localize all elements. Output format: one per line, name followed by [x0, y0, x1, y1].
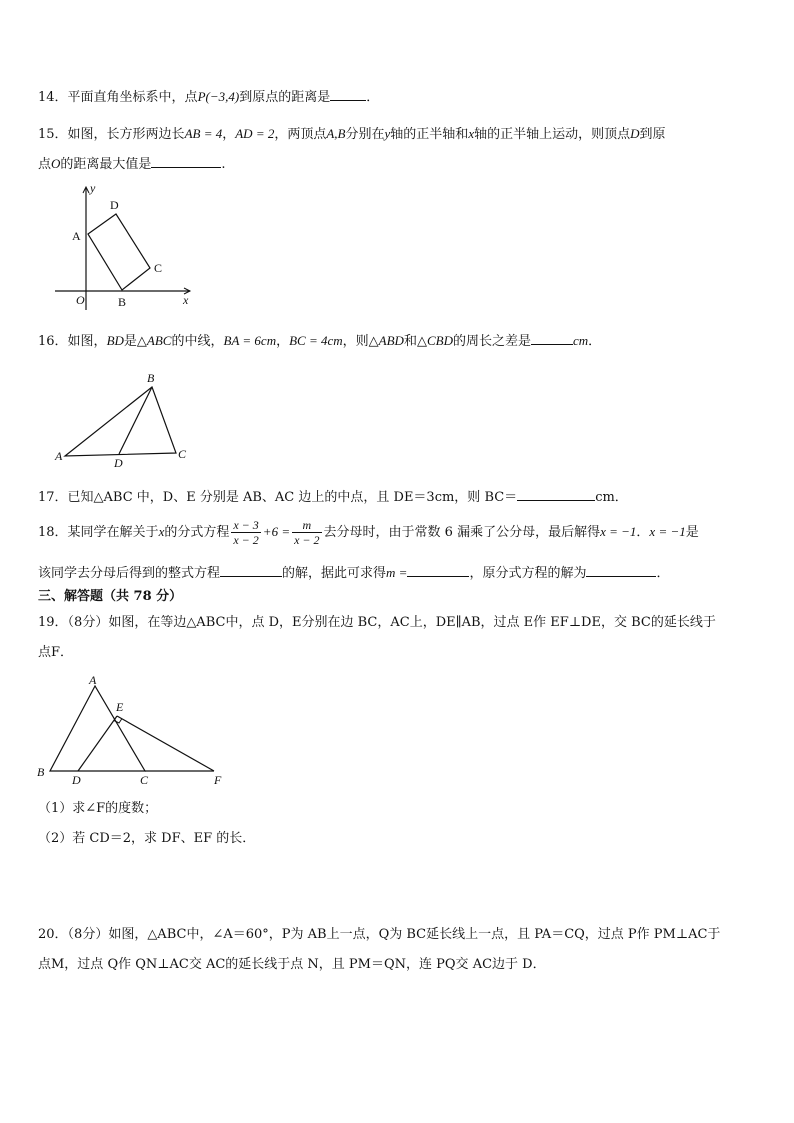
label-e: E — [116, 700, 124, 714]
answer-blank — [220, 564, 282, 577]
label-a: A — [89, 673, 97, 687]
median-bd — [119, 387, 152, 454]
figure-rectangle-axes — [50, 180, 200, 320]
figure-triangle-median — [50, 370, 210, 470]
question-18-line-1: 18．某同学在解关于x的分式方程 $\frac{x - 3}{x - 2}$ +6 = $\frac{m}{x - 2}$ 去分母时，由于常数 6 漏乘了公分母，最后解得x = −1．x = −1是 — [38, 518, 699, 547]
question-19-line-2: 点F． — [38, 645, 74, 660]
answer-blank — [586, 564, 656, 577]
label-d: D — [110, 198, 119, 212]
question-19-sub-2: （2）若 CD＝2，求 DF、EF 的长． — [38, 831, 256, 846]
question-15-line-1: 15．如图，长方形两边长AB = 4，AD = 2，两顶点A,B分别在y轴的正半轴和x轴的正半轴上运动，则顶点D到原 — [38, 126, 666, 142]
label-c: C — [178, 447, 187, 461]
label-a: A — [72, 229, 81, 243]
label-b: B — [118, 295, 127, 309]
segment-ef — [117, 716, 214, 771]
question-20-line-2: 点M，过点 Q作 QN⊥AC交 AC的延长线于点 N，且 PM＝QN，连 PQ交 AC边于 D． — [38, 957, 546, 972]
label-b: B — [37, 765, 45, 779]
label-o: O — [76, 293, 85, 307]
label-a: A — [55, 449, 63, 463]
question-19-line-1: 19．（8分）如图，在等边△ABC中，点 D，E分别在边 BC，AC上，DE∥AB，过点 E作 EF⊥DE，交 BC的延长线于 — [38, 615, 716, 630]
fraction-2: $\frac{m}{x - 2}$ — [294, 518, 320, 547]
question-19-sub-1: （1）求∠F的度数； — [38, 801, 158, 816]
question-18-line-2: 该同学去分母后得到的整式方程 的解，据此可求得m = ，原分式方程的解为 ． — [38, 565, 670, 581]
label-y: y — [90, 181, 96, 195]
label-x: x — [183, 293, 189, 307]
question-14: 14．平面直角坐标系中，点P(−3,4)到原点的距离是 ． — [38, 89, 380, 105]
label-b: B — [147, 371, 155, 385]
triangle-abc — [65, 387, 176, 456]
segment-de — [78, 716, 117, 771]
rectangle-abcd — [88, 214, 150, 290]
answer-blank — [407, 564, 469, 577]
question-15-line-2: 点O的距离最大值是 . — [38, 156, 226, 172]
section-heading: 三、解答题（共 78 分） — [38, 589, 183, 604]
answer-blank — [330, 88, 366, 101]
label-f: F — [214, 773, 222, 787]
question-20-line-1: 20．（8分）如图，△ABC中，∠A＝60°，P为 AB上一点，Q为 BC延长线上一点，且 PA＝CQ，过点 P作 PM⊥AC于 — [38, 927, 721, 942]
label-d: D — [114, 456, 123, 470]
label-d: D — [72, 773, 81, 787]
answer-blank — [517, 488, 595, 501]
answer-blank — [531, 332, 573, 345]
fraction-1: $\frac{x - 3}{x - 2}$ — [233, 518, 259, 547]
triangle-abc — [50, 686, 145, 771]
question-17: 17．已知△ABC 中，D、E 分别是 AB、AC 边上的中点，且 DE＝3cm，则 BC＝ cm． — [38, 490, 628, 505]
label-c: C — [140, 773, 149, 787]
label-c: C — [154, 261, 163, 275]
figure-equilateral-triangle — [34, 672, 234, 792]
answer-blank — [151, 155, 221, 168]
question-16: 16．如图，BD是△ABC的中线，BA = 6cm，BC = 4cm，则△ABD和△CBD的周长之差是 cm． — [38, 333, 602, 349]
